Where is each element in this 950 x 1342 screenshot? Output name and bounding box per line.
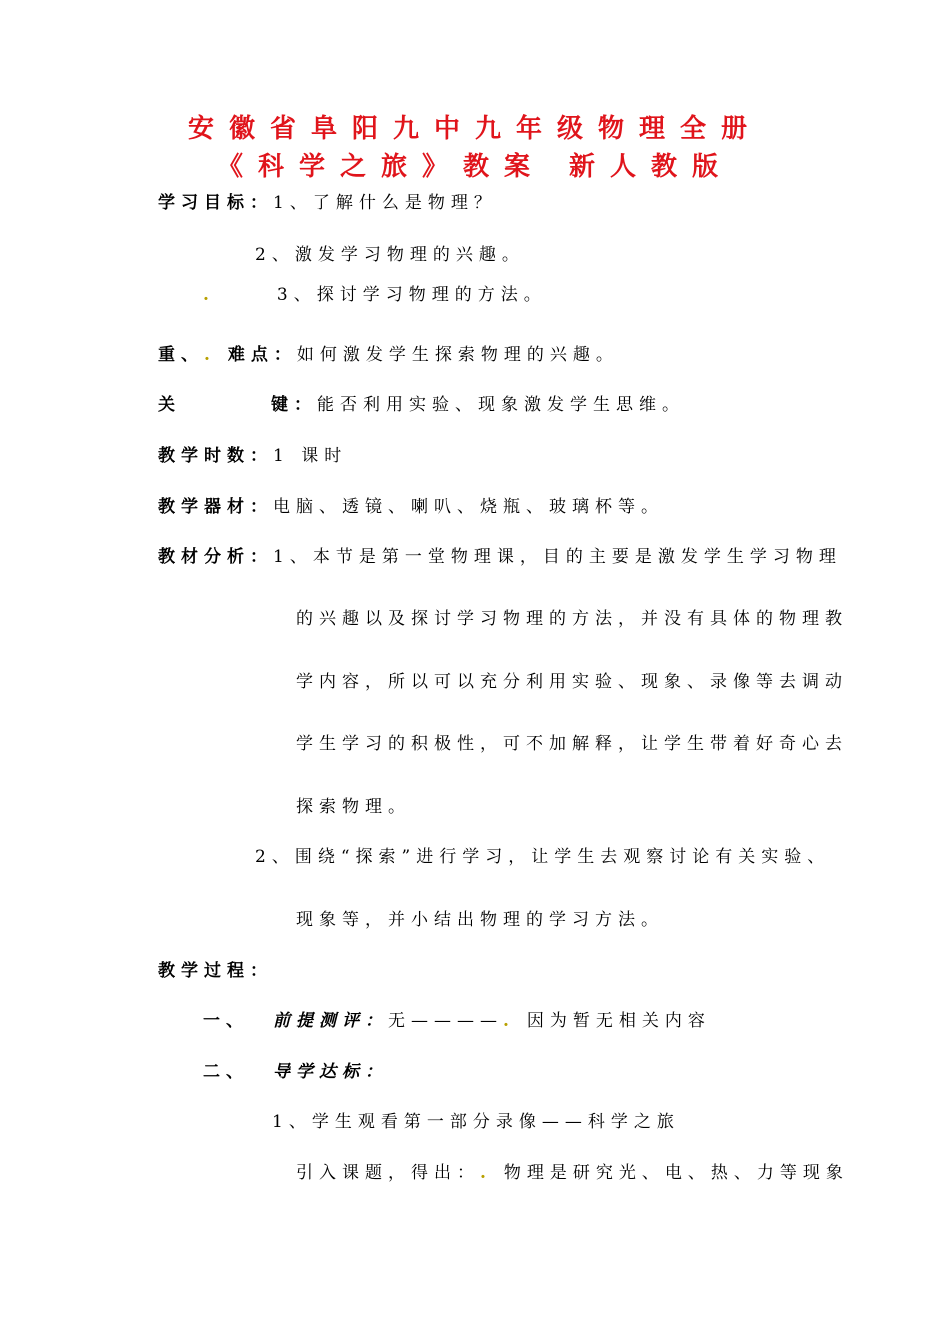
equipment-label: 教学器材：: [158, 497, 273, 517]
objectives-row: [158, 188, 497, 213]
difficulty-text: 如何激发学生探索物理的兴趣。: [296, 345, 619, 365]
analysis-line: 学生学习的积极性，可不加解释，让学生带着好奇心去: [296, 734, 848, 754]
objective-item: 1、了解什么是物理？: [273, 193, 497, 213]
difficulty-label-b: 难点：: [227, 345, 297, 365]
hours-text: 1 课时: [273, 446, 348, 466]
analysis-paragraph-1: 1、本节是第一堂物理课，目的主要是激发学生学习物理: [273, 547, 842, 567]
section-text: 无————: [388, 1011, 503, 1031]
analysis-line: 学内容，所以可以充分利用实验、现象、录像等去调动: [296, 672, 848, 692]
difficulty-row: [158, 340, 619, 365]
objective-row-3: [203, 280, 547, 305]
process-item-1-conclusion: [296, 1158, 849, 1183]
key-label-b: 键：: [271, 395, 317, 415]
marker-dot: .: [503, 1011, 515, 1031]
equipment-row: [158, 492, 664, 517]
document-title-line-1: 安徽省阜阳九中九年级物理全册: [187, 114, 762, 144]
section-number: 一、: [203, 1011, 249, 1031]
hours-row: [158, 441, 347, 466]
analysis-line: 现象等，并小结出物理的学习方法。: [296, 910, 664, 930]
analysis-paragraph-2: 2、围绕“探索”进行学习，让学生去观察讨论有关实验、: [255, 847, 831, 867]
marker-dot: .: [204, 345, 216, 365]
key-text: 能否利用实验、现象激发学生思维。: [317, 395, 685, 415]
conclusion-prefix: 引入课题，得出：: [296, 1163, 480, 1183]
analysis-line: 的兴趣以及探讨学习物理的方法，并没有具体的物理教: [296, 609, 848, 629]
analysis-label: 教材分析：: [158, 547, 273, 567]
key-row: [158, 390, 685, 415]
section-tail: 因为暂无相关内容: [526, 1011, 711, 1031]
objective-item: 3、探讨学习物理的方法。: [276, 285, 547, 305]
objective-item: 2、激发学习物理的兴趣。: [255, 245, 525, 265]
marker-dot: .: [480, 1163, 492, 1183]
section-title: 前提测评：: [273, 1011, 388, 1031]
process-item-1: 1、学生观看第一部分录像——科学之旅: [272, 1112, 680, 1132]
analysis-row: [158, 542, 842, 567]
difficulty-label-a: 重、: [158, 345, 204, 365]
equipment-text: 电脑、透镜、喇叭、烧瓶、玻璃杯等。: [273, 497, 664, 517]
hours-label: 教学时数：: [158, 446, 273, 466]
analysis-line: 探索物理。: [296, 797, 411, 817]
process-section-2: [203, 1057, 388, 1082]
section-number: 二、: [203, 1062, 249, 1082]
document-title-line-2: 《科学之旅》教案 新人教版: [216, 152, 734, 182]
objectives-label: 学习目标：: [158, 193, 273, 213]
key-label-a: 关: [158, 395, 181, 415]
process-section-1: [203, 1006, 711, 1031]
process-label: 教学过程：: [158, 961, 273, 981]
conclusion-text: 物理是研究光、电、热、力等现象: [503, 1163, 849, 1183]
section-title: 导学达标：: [273, 1062, 388, 1082]
marker-dot: .: [203, 285, 215, 305]
